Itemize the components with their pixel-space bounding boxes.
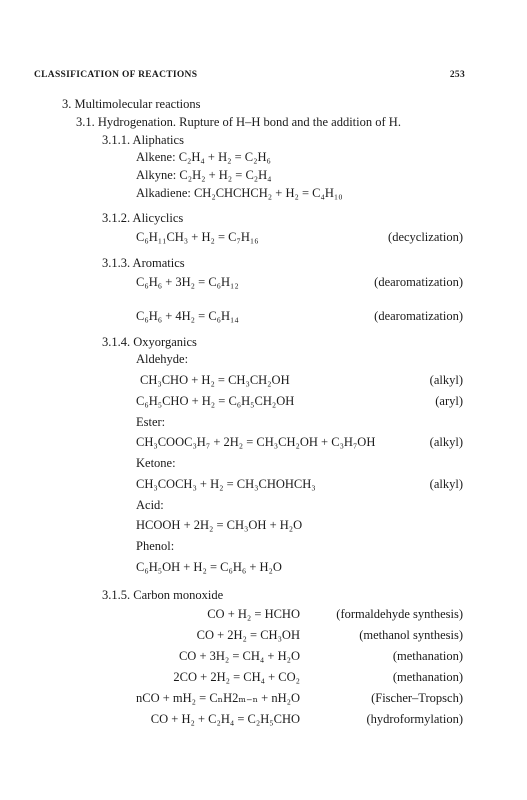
aldehyde-row-1: [0, 373, 527, 388]
section-3-heading: 3. Multimolecular reactions: [62, 97, 201, 111]
co-equation-4: 2CO + 2H₂ = CH₄ + CO₂: [173, 670, 300, 684]
co-note-6: (hydroformylation): [366, 712, 463, 726]
section-3-1-4-label: 3.1.4. Oxyorganics: [102, 335, 197, 349]
co-row-6: [0, 712, 527, 727]
co-equation-5: nCO + mH₂ = CₙH2ₘ₋ₙ + nH₂O: [136, 691, 300, 705]
aromatic-equation-2: C₆H₆ + 4H₂ = C₆H₁₄: [136, 309, 239, 323]
running-title: CLASSIFICATION OF REACTIONS: [34, 70, 198, 80]
co-row-5: [0, 691, 527, 706]
acid-equation: HCOOH + 2H₂ = CH₃OH + H₂O: [136, 518, 303, 532]
co-note-1: (formaldehyde synthesis): [336, 607, 463, 621]
co-equation-2: CO + 2H₂ = CH₃OH: [196, 628, 300, 642]
co-note-3: (methanation): [392, 649, 463, 663]
phenol-label: Phenol:: [136, 539, 175, 553]
phenol-equation: C₆H₅OH + H₂ = C₆H₆ + H₂O: [136, 560, 282, 574]
section-3-1-heading: 3.1. Hydrogenation. Rupture of H–H bond and the addition of H.: [76, 115, 401, 129]
section-3-1-1-label: 3.1.1. Aliphatics: [102, 133, 184, 147]
acid-label: Acid:: [136, 498, 164, 512]
co-equation-6: CO + H₂ + C₂H₄ = C₂H₅CHO: [150, 712, 300, 726]
aldehyde-note-2: (aryl): [435, 394, 463, 408]
aldehyde-note-1: (alkyl): [429, 373, 463, 387]
aldehyde-equation-2: C₆H₅CHO + H₂ = C₆H₅CH₂OH: [136, 394, 295, 408]
co-row-2: [0, 628, 527, 643]
aromatic-note-1: (dearomatization): [374, 275, 463, 289]
section-3-1-2-label: 3.1.2. Alicyclics: [102, 211, 184, 225]
section-3-1-3-label: 3.1.3. Aromatics: [102, 256, 185, 270]
ketone-equation: CH₃COCH₃ + H₂ = CH₃CHOHCH₃: [136, 477, 316, 491]
alicyclic-equation: C₆H₁₁CH₃ + H₂ = C₇H₁₆: [136, 230, 259, 244]
co-row-3: [0, 649, 527, 664]
co-equation-3: CO + 3H₂ = CH₄ + H₂O: [178, 649, 300, 663]
page-number: 253: [449, 70, 465, 80]
aldehyde-row-2: [0, 394, 527, 409]
ester-row: [0, 435, 527, 450]
co-note-2: (methanol synthesis): [359, 628, 463, 642]
co-note-5: (Fischer–Tropsch): [371, 691, 463, 705]
alicyclic-note: (decyclization): [388, 230, 463, 244]
aldehyde-label: Aldehyde:: [136, 352, 189, 366]
alkadiene-equation: Alkadiene: CH₂CHCHCH₂ + H₂ = C₄H₁₀: [136, 186, 343, 200]
aromatic-row-2: [0, 309, 527, 324]
co-row-1: [0, 607, 527, 622]
ester-label: Ester:: [136, 415, 166, 429]
aldehyde-equation-1: CH₃CHO + H₂ = CH₃CH₂OH: [140, 373, 290, 387]
alkyne-equation: Alkyne: C₂H₂ + H₂ = C₂H₄: [136, 168, 272, 182]
alkene-equation: Alkene: C₂H₄ + H₂ = C₂H₆: [136, 150, 271, 164]
aromatic-note-2: (dearomatization): [374, 309, 463, 323]
alicyclic-row: [0, 230, 527, 245]
ester-equation: CH₃COOC₃H₇ + 2H₂ = CH₃CH₂OH + C₃H₇OH: [136, 435, 376, 449]
co-row-4: [0, 670, 527, 685]
co-equation-1: CO + H₂ = HCHO: [207, 607, 300, 621]
ketone-row: [0, 477, 527, 492]
ketone-label: Ketone:: [136, 456, 176, 470]
running-header: [34, 70, 465, 80]
aromatic-row-1: [0, 275, 527, 290]
co-note-4: (methanation): [392, 670, 463, 684]
ester-note: (alkyl): [429, 435, 463, 449]
ketone-note: (alkyl): [429, 477, 463, 491]
section-3-1-5-label: 3.1.5. Carbon monoxide: [102, 588, 224, 602]
aromatic-equation-1: C₆H₆ + 3H₂ = C₆H₁₂: [136, 275, 239, 289]
